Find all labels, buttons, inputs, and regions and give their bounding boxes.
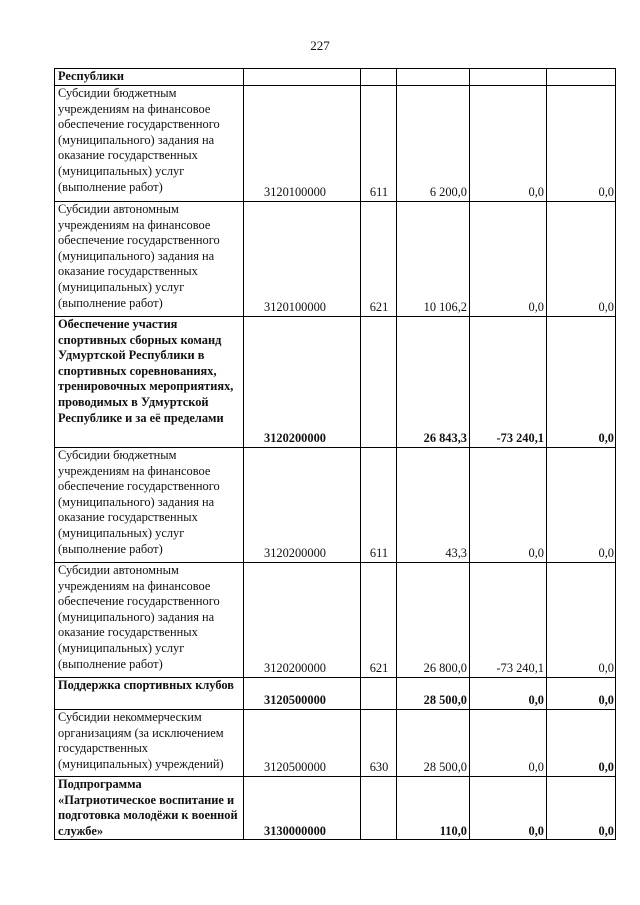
row-expense-type (361, 317, 397, 448)
row-amount: 28 500,0 (397, 678, 470, 710)
table-row (55, 678, 616, 710)
table-row (55, 777, 616, 840)
row-amount: 28 500,0 (397, 710, 470, 777)
row-total (547, 69, 616, 86)
row-name: Подпрограмма «Патриотическое воспитание и подготовка молодёжи к военной службе» (55, 777, 244, 840)
row-code: 3120200000 (244, 317, 361, 448)
row-code: 3120500000 (244, 678, 361, 710)
row-total: 0,0 (547, 777, 616, 840)
row-name: Субсидии автономным учреждениям на финансовое обеспечение государственного (муниципального) задания на оказание государственных (муниципальных) услуг (выполнение работ) (55, 202, 244, 317)
row-change: -73 240,1 (470, 317, 547, 448)
table-row (55, 710, 616, 777)
budget-table (54, 68, 616, 840)
row-amount (397, 69, 470, 86)
table-row (55, 202, 616, 317)
row-expense-type: 611 (361, 448, 397, 563)
row-code: 3120100000 (244, 202, 361, 317)
row-name: Обеспечение участия спортивных сборных команд Удмуртской Республики в спортивных соревнованиях, тренировочных мероприятиях, проводимых в Удмуртской Республике и за её пределами (55, 317, 244, 448)
row-code (244, 69, 361, 86)
row-expense-type: 621 (361, 563, 397, 678)
row-total: 0,0 (547, 86, 616, 202)
row-code: 3120200000 (244, 448, 361, 563)
row-total: 0,0 (547, 563, 616, 678)
row-amount: 26 843,3 (397, 317, 470, 448)
row-total: 0,0 (547, 317, 616, 448)
table-row (55, 69, 616, 86)
table-row (55, 317, 616, 448)
table-body (55, 69, 616, 840)
row-name: Субсидии бюджетным учреждениям на финансовое обеспечение государственного (муниципального) задания на оказание государственных (муниципальных) услуг (выполнение работ) (55, 86, 244, 202)
row-amount: 26 800,0 (397, 563, 470, 678)
page-number: 227 (310, 38, 330, 53)
row-change: 0,0 (470, 777, 547, 840)
row-name: Субсидии некоммерческим организациям (за исключением государственных (муниципальных) учреждений) (55, 710, 244, 777)
row-code: 3120100000 (244, 86, 361, 202)
row-code: 3120200000 (244, 563, 361, 678)
row-expense-type: 611 (361, 86, 397, 202)
row-change: -73 240,1 (470, 563, 547, 678)
row-amount: 110,0 (397, 777, 470, 840)
row-amount: 6 200,0 (397, 86, 470, 202)
row-expense-type (361, 69, 397, 86)
row-expense-type (361, 678, 397, 710)
row-change (470, 69, 547, 86)
row-change: 0,0 (470, 678, 547, 710)
row-change: 0,0 (470, 448, 547, 563)
row-name: Субсидии бюджетным учреждениям на финансовое обеспечение государственного (муниципального) задания на оказание государственных (муниципальных) услуг (выполнение работ) (55, 448, 244, 563)
table-row (55, 86, 616, 202)
row-code: 3120500000 (244, 710, 361, 777)
row-total: 0,0 (547, 202, 616, 317)
row-amount: 10 106,2 (397, 202, 470, 317)
row-change: 0,0 (470, 202, 547, 317)
row-amount: 43,3 (397, 448, 470, 563)
row-total: 0,0 (547, 448, 616, 563)
row-change: 0,0 (470, 710, 547, 777)
row-expense-type: 621 (361, 202, 397, 317)
row-total: 0,0 (547, 710, 616, 777)
row-name: Республики (55, 69, 244, 86)
row-change: 0,0 (470, 86, 547, 202)
row-total: 0,0 (547, 678, 616, 710)
table-row (55, 563, 616, 678)
row-expense-type (361, 777, 397, 840)
row-name: Поддержка спортивных клубов (55, 678, 244, 710)
row-code: 3130000000 (244, 777, 361, 840)
row-expense-type: 630 (361, 710, 397, 777)
table-row (55, 448, 616, 563)
row-name: Субсидии автономным учреждениям на финансовое обеспечение государственного (муниципального) задания на оказание государственных (муниципальных) услуг (выполнение работ) (55, 563, 244, 678)
